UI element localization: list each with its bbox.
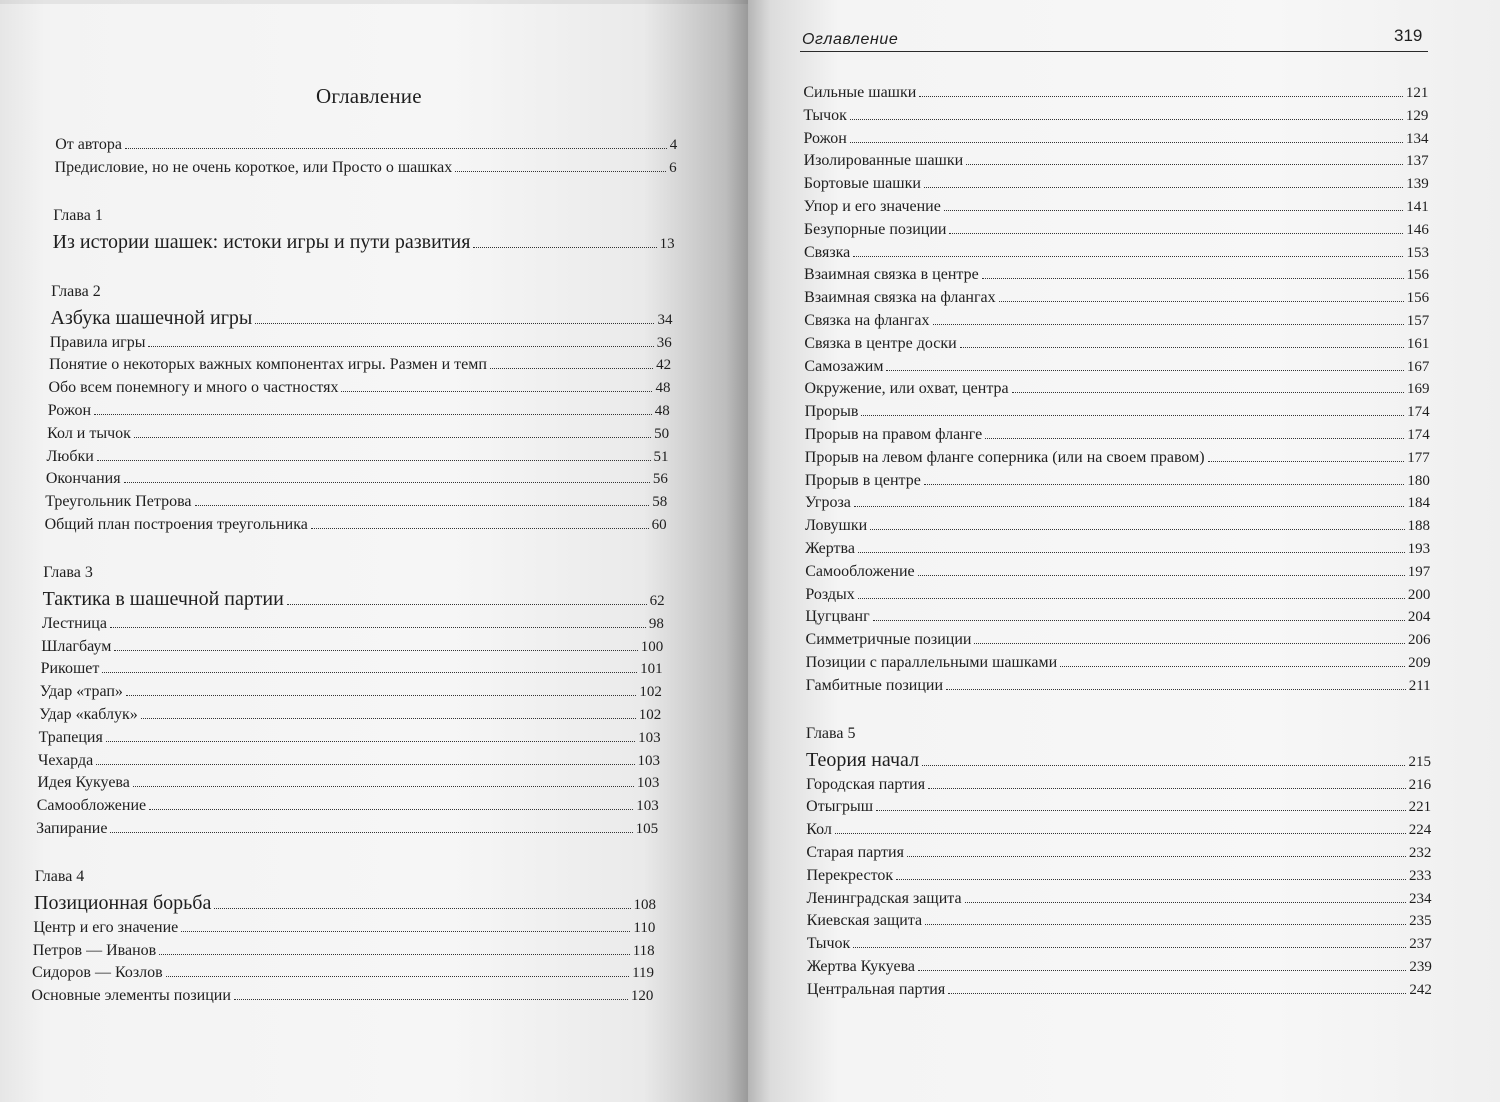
toc-entry xyxy=(807,910,1432,931)
toc-entry xyxy=(806,842,1431,863)
toc-entry xyxy=(37,772,659,793)
dot-leader xyxy=(965,888,1406,903)
dot-leader xyxy=(873,606,1405,621)
toc-entry-page: 119 xyxy=(632,965,655,982)
toc-entry xyxy=(807,979,1432,1000)
toc-entry-page: 224 xyxy=(1408,822,1432,839)
toc-entry-label: Прорыв xyxy=(804,403,859,421)
dot-leader xyxy=(861,401,1404,416)
page-number: 319 xyxy=(1394,26,1423,45)
dot-leader xyxy=(858,538,1405,553)
toc-entry xyxy=(806,774,1431,795)
toc-entry-label: Городская партия xyxy=(806,775,926,793)
toc-entry xyxy=(37,795,659,816)
toc-entry-page: 184 xyxy=(1407,495,1430,512)
toc-entry xyxy=(805,561,1430,582)
toc-entry-label: Самозажим xyxy=(804,357,884,375)
toc-entry-page: 103 xyxy=(636,798,659,815)
toc-entry-page: 188 xyxy=(1407,518,1431,535)
toc-entry xyxy=(805,538,1430,559)
toc-entry-page: 108 xyxy=(633,896,657,913)
dot-leader xyxy=(918,956,1406,971)
dot-leader xyxy=(928,774,1406,789)
toc-entry-page: 174 xyxy=(1407,404,1430,421)
dot-leader xyxy=(341,377,652,392)
toc-entry xyxy=(49,354,671,375)
toc-entry-page: 233 xyxy=(1408,867,1432,884)
dot-leader xyxy=(149,795,633,810)
toc-entry-page: 200 xyxy=(1407,586,1431,603)
toc-entry-page: 4 xyxy=(669,137,678,153)
toc-entry xyxy=(55,157,677,178)
toc-entry xyxy=(804,173,1429,194)
dot-leader xyxy=(287,590,647,605)
toc-entry xyxy=(36,818,658,839)
toc-entry-major xyxy=(806,748,1431,774)
toc-entry-label: Жертва xyxy=(805,540,855,557)
dot-leader xyxy=(133,772,634,787)
dot-leader xyxy=(214,894,630,909)
toc-entry xyxy=(803,105,1428,126)
toc-entry-page: 51 xyxy=(653,448,669,465)
toc-entry-page: 13 xyxy=(659,235,675,252)
toc-entry xyxy=(807,956,1432,977)
chapter-heading: Глава 3 xyxy=(43,563,93,581)
toc-entry-page: 209 xyxy=(1408,655,1431,671)
dot-leader xyxy=(896,865,1406,880)
toc-entry-page: 50 xyxy=(654,425,670,442)
dot-leader xyxy=(854,492,1405,507)
right-page xyxy=(748,0,1500,1102)
toc-entry-page: 221 xyxy=(1408,799,1432,816)
toc-entry-page: 141 xyxy=(1406,199,1429,215)
toc-entry xyxy=(804,219,1429,240)
toc-entry-label: Предисловие, но не очень короткое, или Просто о шашках xyxy=(54,158,453,176)
toc-entry xyxy=(804,196,1429,217)
toc-entry-major xyxy=(34,891,656,917)
toc-entry-page: 60 xyxy=(651,517,667,533)
dot-leader xyxy=(181,917,630,932)
toc-right xyxy=(748,0,1500,1102)
toc-entry-page: 242 xyxy=(1409,981,1432,998)
toc-entry-page: 110 xyxy=(633,919,656,936)
toc-entry-label: Чехарда xyxy=(38,751,94,769)
toc-entry xyxy=(806,819,1431,840)
toc-entry-label: Самообложение xyxy=(36,797,147,815)
dot-leader xyxy=(141,704,636,719)
toc-entry-label: Самообложение xyxy=(805,562,915,580)
toc-entry-page: 206 xyxy=(1408,632,1431,649)
toc-entry-label: Треугольник Петрова xyxy=(45,493,192,511)
toc-entry-page: 177 xyxy=(1407,449,1430,466)
toc-entry-label: Киевская защита xyxy=(806,912,923,930)
toc-entry-label: Позиции с параллельными шашками xyxy=(805,654,1058,671)
dot-leader xyxy=(949,219,1403,234)
chapter-heading: Глава 4 xyxy=(34,867,85,885)
toc-entry xyxy=(50,332,672,353)
dot-leader xyxy=(922,751,1405,766)
dot-leader xyxy=(876,796,1406,811)
dot-leader xyxy=(919,82,1402,97)
dot-leader xyxy=(853,242,1403,257)
toc-entry-label: Связка xyxy=(803,243,851,261)
toc-entry-page: 157 xyxy=(1406,313,1430,329)
dot-leader xyxy=(1208,447,1405,462)
toc-entry-page: 204 xyxy=(1407,609,1431,626)
toc-entry xyxy=(805,378,1430,399)
toc-entry-page: 34 xyxy=(657,311,673,328)
toc-entry-page: 180 xyxy=(1407,472,1430,489)
toc-entry-label: Сидоров — Козлов xyxy=(32,964,163,982)
dot-leader xyxy=(944,196,1403,211)
toc-entry-label: Тычок xyxy=(806,935,851,953)
toc-entry-label: Рожон xyxy=(47,402,92,419)
toc-entry xyxy=(804,242,1429,263)
dot-leader xyxy=(124,468,650,483)
toc-entry-major xyxy=(50,306,672,332)
toc-entry-label: Безупорные позиции xyxy=(803,220,947,238)
toc-entry-label: От автора xyxy=(55,136,122,153)
toc-entry-page: 36 xyxy=(656,334,672,351)
toc-entry-label: Окончания xyxy=(45,470,121,488)
toc-entry-label: Гамбитные позиции xyxy=(805,676,944,694)
toc-entry-page: 193 xyxy=(1407,541,1431,557)
toc-entry-label: Теория начал xyxy=(805,748,920,771)
toc-entry xyxy=(41,658,663,679)
dot-leader xyxy=(933,310,1404,325)
toc-entry-label: Из истории шашек: истоки игры и пути развития xyxy=(52,230,471,253)
toc-entry-page: 235 xyxy=(1409,913,1432,930)
dot-leader xyxy=(255,309,654,324)
toc-entry xyxy=(32,962,654,983)
toc-entry-label: Изолированные шашки xyxy=(803,152,964,170)
toc-entry-label: Позиционная борьба xyxy=(34,891,212,914)
toc-entry xyxy=(33,940,655,961)
toc-entry-page: 102 xyxy=(638,707,662,723)
toc-entry-page: 197 xyxy=(1407,563,1431,580)
dot-leader xyxy=(850,105,1403,120)
toc-entry xyxy=(48,400,670,421)
dot-leader xyxy=(106,727,635,742)
toc-entry-label: Азбука шашечной игры xyxy=(50,306,253,329)
toc-entry-label: Симметричные позиции xyxy=(805,631,972,649)
toc-entry-label: Центральная партия xyxy=(806,980,946,998)
dot-leader xyxy=(985,424,1404,439)
dot-leader xyxy=(311,514,649,529)
toc-entry xyxy=(805,424,1430,445)
toc-entry-label: Удар «каблук» xyxy=(39,706,138,723)
toc-entry-page: 100 xyxy=(640,638,664,655)
dot-leader xyxy=(925,910,1406,925)
toc-entry-page: 102 xyxy=(639,684,662,701)
toc-entry xyxy=(31,985,653,1006)
toc-entry-label: Перекресток xyxy=(806,866,894,884)
dot-leader xyxy=(974,629,1405,644)
toc-entry-label: Идея Кукуева xyxy=(37,774,130,792)
toc-entry xyxy=(804,287,1429,308)
toc-entry-page: 239 xyxy=(1409,959,1432,975)
toc-entry-label: Тычок xyxy=(803,106,847,124)
toc-entry xyxy=(804,356,1429,377)
running-head: Оглавление xyxy=(802,31,899,48)
toc-left xyxy=(0,0,748,1102)
toc-entry-page: 103 xyxy=(636,775,660,792)
dot-leader xyxy=(924,470,1405,485)
toc-entry-label: Лестница xyxy=(41,614,107,632)
toc-entry-label: Понятие о некоторых важных компонентах игры. Размен и темп xyxy=(49,356,487,374)
toc-entry xyxy=(807,933,1432,954)
toc-entry-label: Прорыв на правом фланге xyxy=(804,426,983,443)
toc-entry xyxy=(41,636,663,657)
toc-entry-label: Старая партия xyxy=(806,844,904,861)
dot-leader xyxy=(924,173,1403,188)
dot-leader xyxy=(159,940,630,955)
toc-entry xyxy=(39,727,661,748)
toc-entry xyxy=(805,515,1430,536)
toc-entry-page: 137 xyxy=(1406,153,1429,170)
dot-leader xyxy=(835,819,1406,834)
toc-entry xyxy=(55,134,677,155)
toc-entry-page: 161 xyxy=(1406,335,1430,352)
toc-entry-label: Обо всем понемногу и много о частностях xyxy=(48,379,339,397)
toc-entry-page: 169 xyxy=(1407,381,1430,398)
dot-leader xyxy=(886,356,1403,371)
toc-entry xyxy=(39,704,661,725)
toc-entry-label: Прорыв на левом фланге соперника (или на своем правом) xyxy=(804,448,1205,466)
toc-entry xyxy=(40,681,662,702)
toc-entry-label: Связка на флангах xyxy=(804,312,930,329)
dot-leader xyxy=(94,400,652,415)
toc-entry-page: 232 xyxy=(1408,845,1432,861)
toc-entry xyxy=(805,584,1430,605)
dot-leader xyxy=(134,423,651,438)
toc-entry-page: 6 xyxy=(669,159,677,176)
toc-entry-page: 153 xyxy=(1406,244,1429,261)
toc-entry xyxy=(805,492,1430,513)
toc-entry-page: 167 xyxy=(1406,358,1430,375)
toc-entry-label: Взаимная связка на флангах xyxy=(804,289,996,307)
toc-entry-page: 103 xyxy=(638,729,661,746)
toc-entry xyxy=(805,470,1430,491)
toc-entry-page: 103 xyxy=(637,752,660,769)
toc-entry xyxy=(806,675,1431,696)
toc-entry xyxy=(47,423,669,444)
dot-leader xyxy=(97,446,651,461)
toc-entry-label: Кол xyxy=(806,821,832,839)
dot-leader xyxy=(966,150,1403,165)
toc-entry-label: Отыгрыш xyxy=(806,798,874,816)
toc-entry xyxy=(38,750,660,771)
chapter-heading: Глава 5 xyxy=(805,724,856,742)
toc-entry-page: 48 xyxy=(654,403,670,419)
toc-entry-label: Упор и его значение xyxy=(803,198,941,215)
toc-entry-page: 58 xyxy=(652,494,668,511)
toc-entry-page: 139 xyxy=(1406,176,1429,193)
toc-entry-page: 105 xyxy=(635,821,659,837)
toc-entry-page: 98 xyxy=(648,615,664,632)
toc-entry-page: 62 xyxy=(649,592,665,609)
toc-entry-page: 120 xyxy=(630,988,654,1005)
toc-entry-major xyxy=(53,230,675,256)
toc-entry-label: Бортовые шашки xyxy=(803,175,921,193)
toc-entry-label: Общий план построения треугольника xyxy=(44,516,308,533)
toc-entry-page: 101 xyxy=(640,661,663,678)
toc-entry xyxy=(806,865,1431,886)
dot-leader xyxy=(455,157,666,172)
dot-leader xyxy=(110,818,632,833)
toc-entry-page: 156 xyxy=(1406,290,1430,307)
dot-leader xyxy=(918,561,1405,576)
toc-entry-label: Угроза xyxy=(804,494,851,512)
toc-entry xyxy=(803,82,1428,103)
dot-leader xyxy=(982,264,1404,279)
dot-leader xyxy=(114,636,637,651)
toc-entry xyxy=(805,401,1430,422)
chapter-heading: Глава 1 xyxy=(53,206,103,224)
toc-entry-label: Ловушки xyxy=(805,517,868,535)
toc-entry-page: 216 xyxy=(1408,776,1432,793)
toc-entry-label: Роздых xyxy=(805,585,855,603)
dot-leader xyxy=(907,842,1406,857)
toc-entry-label: Трапеция xyxy=(38,728,103,746)
dot-leader xyxy=(125,134,667,149)
dot-leader xyxy=(126,681,637,696)
toc-entry-label: Прорыв в центре xyxy=(804,471,921,489)
toc-entry-page: 237 xyxy=(1409,936,1432,953)
dot-leader xyxy=(870,515,1404,530)
dot-leader xyxy=(166,962,629,977)
toc-entry-page: 234 xyxy=(1409,890,1432,907)
toc-entry xyxy=(804,128,1429,149)
toc-entry xyxy=(807,888,1432,909)
toc-entry-page: 134 xyxy=(1406,130,1429,147)
toc-entry-label: Жертва Кукуева xyxy=(806,958,916,975)
dot-leader xyxy=(1060,652,1405,667)
toc-entry xyxy=(804,310,1429,331)
toc-entry-label: Взаимная связка в центре xyxy=(804,266,979,284)
toc-entry xyxy=(804,150,1429,171)
toc-entry xyxy=(45,491,667,512)
toc-entry-page: 56 xyxy=(652,471,668,488)
toc-entry xyxy=(804,264,1429,285)
dot-leader xyxy=(948,979,1406,994)
toc-entry-label: Кол и тычок xyxy=(47,424,131,442)
dot-leader xyxy=(473,233,656,248)
toc-entry xyxy=(805,447,1430,468)
toc-entry xyxy=(47,446,669,467)
toc-entry-label: Цугцванг xyxy=(805,608,870,626)
toc-entry-label: Ленинградская защита xyxy=(806,889,962,907)
toc-entry-label: Правила игры xyxy=(49,333,146,351)
toc-entry-label: Шлагбаум xyxy=(41,637,112,655)
toc-entry-label: Центр и его значение xyxy=(33,918,179,936)
toc-entry-label: Любки xyxy=(46,447,94,465)
toc-entry-page: 215 xyxy=(1408,753,1431,770)
toc-entry-page: 211 xyxy=(1408,677,1431,694)
toc-entry-label: Запирание xyxy=(36,820,108,837)
toc-entry-page: 129 xyxy=(1405,107,1429,124)
toc-entry-label: Окружение, или охват, центра xyxy=(804,380,1009,398)
toc-entry-label: Связка в центре доски xyxy=(804,334,957,352)
toc-entry xyxy=(45,514,667,535)
toc-entry xyxy=(33,917,655,938)
dot-leader xyxy=(195,491,650,506)
toc-entry-page: 118 xyxy=(632,942,655,959)
dot-leader xyxy=(234,985,628,1000)
dot-leader xyxy=(96,750,634,765)
toc-entry xyxy=(48,377,670,398)
toc-entry-page: 156 xyxy=(1406,267,1430,284)
toc-entry xyxy=(804,333,1429,354)
toc-entry-label: Петров — Иванов xyxy=(32,941,157,959)
dot-leader xyxy=(850,128,1403,143)
dot-leader xyxy=(110,613,646,628)
toc-entry-page: 48 xyxy=(655,380,671,397)
toc-entry-label: Удар «трап» xyxy=(39,683,123,701)
dot-leader xyxy=(999,287,1404,302)
toc-entry xyxy=(806,629,1431,650)
toc-entry-label: Рожон xyxy=(803,129,847,147)
dot-leader xyxy=(490,354,653,369)
toc-entry xyxy=(805,606,1430,627)
toc-entry-label: Основные элементы позиции xyxy=(31,987,231,1005)
dot-leader xyxy=(946,675,1406,690)
toc-entry-label: Сильные шашки xyxy=(803,84,917,101)
toc-entry-page: 146 xyxy=(1406,221,1429,238)
toc-entry-page: 42 xyxy=(656,357,672,374)
chapter-heading: Глава 2 xyxy=(51,282,101,300)
dot-leader xyxy=(853,933,1406,948)
dot-leader xyxy=(858,584,1405,599)
toc-entry-major xyxy=(43,587,665,613)
toc-entry-page: 174 xyxy=(1407,427,1430,443)
left-page xyxy=(0,0,748,1102)
toc-entry xyxy=(806,652,1431,673)
toc-entry-page: 121 xyxy=(1405,85,1429,101)
dot-leader xyxy=(148,332,653,347)
toc-entry-label: Тактика в шашечной партии xyxy=(42,587,284,610)
toc-entry xyxy=(46,468,668,489)
toc-entry-label: Рикошет xyxy=(40,660,100,678)
dot-leader xyxy=(102,658,637,673)
dot-leader xyxy=(1012,378,1404,393)
page-title: Оглавление xyxy=(316,84,422,108)
toc-entry xyxy=(806,796,1431,817)
toc-entry xyxy=(42,613,664,634)
dot-leader xyxy=(960,333,1404,348)
